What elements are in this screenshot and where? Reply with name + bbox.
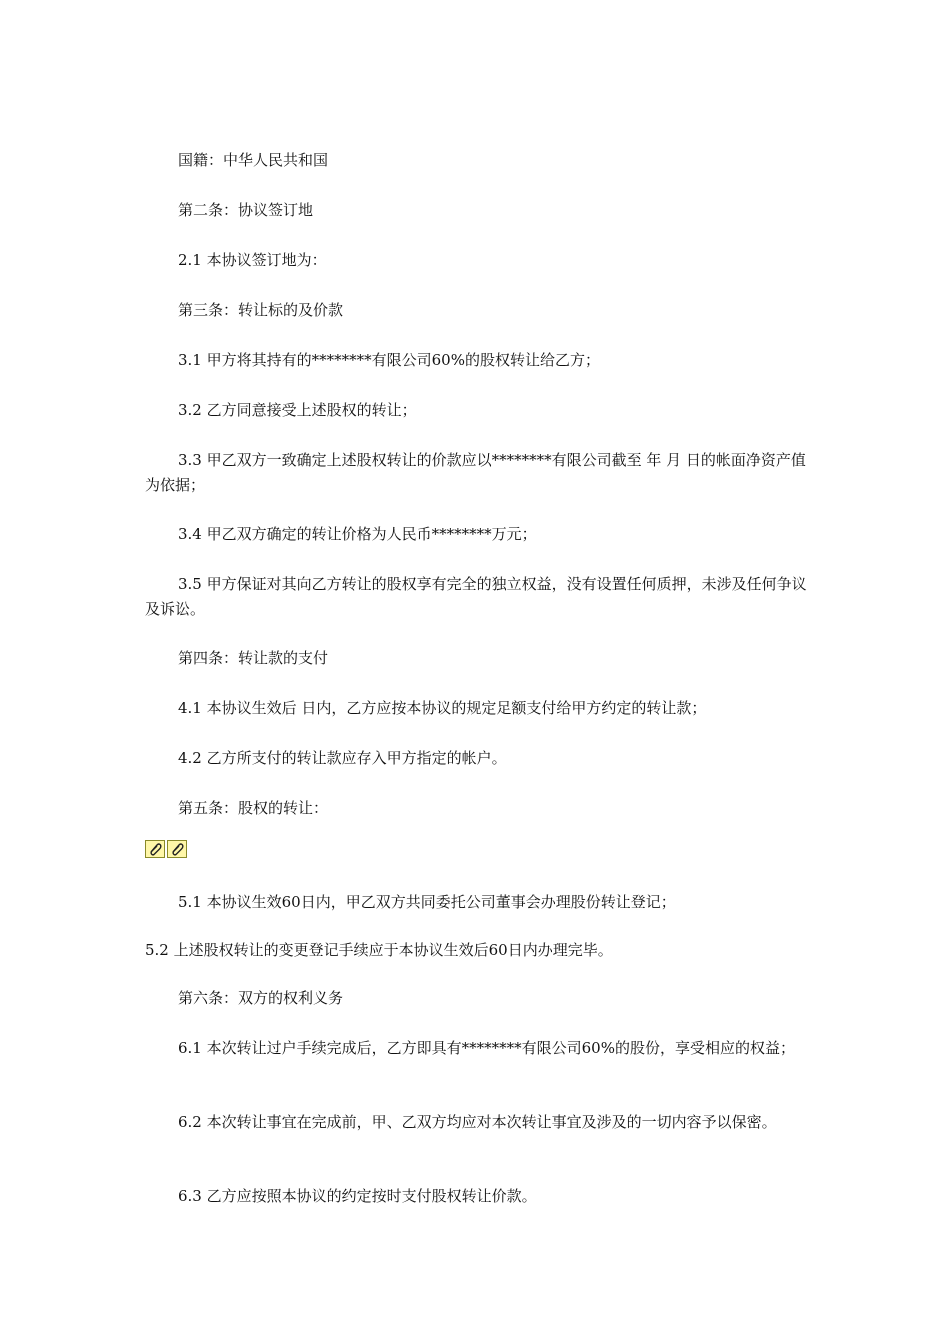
clause-5-2: 5.2 上述股权转让的变更登记手续应于本协议生效后60日内办理完毕。 bbox=[145, 941, 613, 959]
clause-5-1: 5.1 本协议生效60日内，甲乙双方共同委托公司董事会办理股份转让登记； bbox=[178, 893, 676, 911]
article-3-title: 第三条：转让标的及价款 bbox=[178, 301, 344, 319]
attachment-icons bbox=[145, 840, 187, 858]
clause-6-1: 6.1 本次转让过户手续完成后，乙方即具有********有限公司60%的股份，享受相应的权益； bbox=[178, 1039, 795, 1057]
clause-3-1: 3.1 甲方将其持有的********有限公司60%的股权转让给乙方； bbox=[178, 351, 600, 369]
clause-4-2: 4.2 乙方所支付的转让款应存入甲方指定的帐户。 bbox=[178, 749, 507, 767]
paperclip-icon[interactable] bbox=[167, 840, 187, 858]
article-6-title: 第六条：双方的权利义务 bbox=[178, 989, 344, 1007]
paperclip-icon[interactable] bbox=[145, 840, 165, 858]
clause-3-2: 3.2 乙方同意接受上述股权的转让； bbox=[178, 401, 417, 419]
clause-4-1: 4.1 本协议生效后 日内，乙方应按本协议的规定足额支付给甲方约定的转让款； bbox=[178, 699, 707, 717]
nationality-line: 国籍：中华人民共和国 bbox=[178, 151, 329, 169]
clause-2-1: 2.1 本协议签订地为： bbox=[178, 251, 327, 269]
clause-3-4: 3.4 甲乙双方确定的转让价格为人民币********万元； bbox=[178, 525, 537, 543]
clause-3-3: 3.3 甲乙双方一致确定上述股权转让的价款应以********有限公司截至 年 月 日的帐面净资产值为依据； bbox=[145, 451, 806, 494]
article-5-title: 第五条：股权的转让： bbox=[178, 799, 329, 817]
clause-6-3: 6.3 乙方应按照本协议的约定按时支付股权转让价款。 bbox=[178, 1187, 537, 1205]
article-2-title: 第二条：协议签订地 bbox=[178, 201, 314, 219]
clause-6-2: 6.2 本次转让事宜在完成前，甲、乙双方均应对本次转让事宜及涉及的一切内容予以保密。 bbox=[178, 1113, 777, 1131]
article-4-title: 第四条：转让款的支付 bbox=[178, 649, 329, 667]
clause-3-5: 3.5 甲方保证对其向乙方转让的股权享有完全的独立权益，没有设置任何质押，未涉及任何争议及诉讼。 bbox=[145, 575, 807, 618]
